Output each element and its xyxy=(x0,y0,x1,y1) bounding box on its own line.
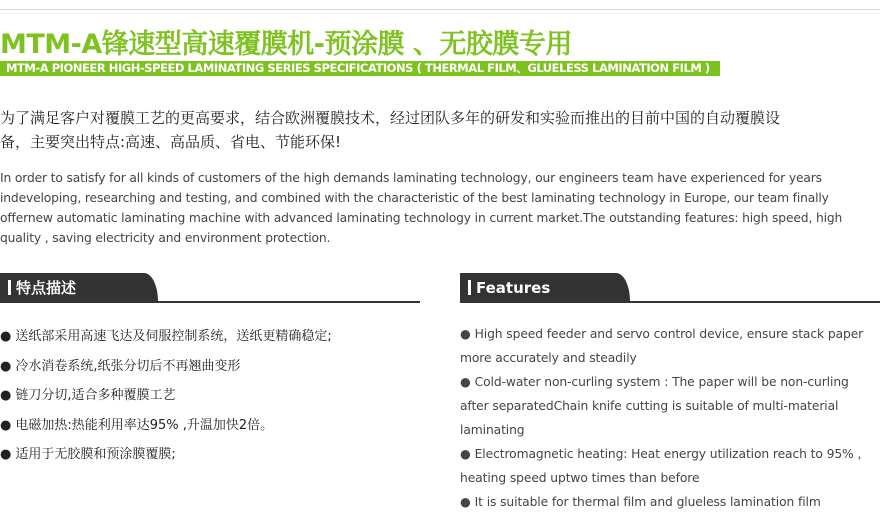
list-item: ● Cold-water non-curling system : The paper will be non-curling after separatedChain knife cutting is suitable of multi-material laminating xyxy=(460,370,880,442)
bullet-icon: ● xyxy=(460,375,471,389)
bullet-icon: ● xyxy=(0,417,12,433)
list-item: ● 适用于无胶膜和预涂膜覆膜; xyxy=(0,440,440,470)
subtitle-bar xyxy=(0,61,720,76)
bullet-icon: ● xyxy=(0,447,12,462)
feature-list-en xyxy=(460,322,880,514)
list-item: ● High speed feeder and servo control device, ensure stack paper more accurately and steadily xyxy=(460,322,880,370)
list-item: ● It is suitable for thermal film and glueless lamination film xyxy=(460,490,880,514)
bullet-icon: ● xyxy=(0,358,12,374)
tab-marker-icon xyxy=(468,280,471,295)
intro-paragraph-en: In order to satisfy for all kinds of customers of the high demands laminating technology, our engineers team have experienced for years indeveloping, researching and testing, and combined with the characteristic of the best laminating technology in Europe, our team finally offernew automatic laminating machine with advanced laminating technology in current market.The outstanding features: high speed, high quality , saving electricity and environment protection. xyxy=(0,171,843,245)
section-header-en xyxy=(460,273,880,303)
bullet-icon: ● xyxy=(460,447,471,461)
section-heading-cn: 特点描述 xyxy=(16,279,77,297)
section-tab-en xyxy=(460,273,630,301)
section-heading-en: Features xyxy=(476,279,551,297)
tab-marker-icon xyxy=(8,280,11,295)
list-item: ● 电磁加热:热能利用率达95% ,升温加快2倍。 xyxy=(0,411,440,441)
bullet-icon: ● xyxy=(0,329,12,344)
section-rule xyxy=(0,301,420,303)
intro-paragraph-cn: 为了满足客户对覆膜工艺的更高要求，结合欧洲覆膜技术，经过团队多年的研发和实验而推出的目前中国的自动覆膜设备，主要突出特点:高速、高品质、省电、节能环保! xyxy=(0,109,781,151)
bullet-icon: ● xyxy=(0,388,12,403)
list-item: ● Electromagnetic heating: Heat energy utilization reach to 95% , heating speed uptwo times than before xyxy=(460,442,880,490)
section-header-cn xyxy=(0,273,420,303)
section-tab-cn xyxy=(0,273,158,301)
bullet-icon: ● xyxy=(460,327,471,341)
list-item: ● 送纸部采用高速飞达及伺服控制系统，送纸更精确稳定; xyxy=(0,322,440,352)
bullet-icon: ● xyxy=(460,495,471,509)
top-divider xyxy=(0,9,880,10)
list-item: ● 链刀分切,适合多种覆膜工艺 xyxy=(0,381,440,411)
top-divider-secondary xyxy=(0,13,880,14)
section-rule xyxy=(460,301,880,303)
page-title: MTM-A锋速型高速覆膜机-预涂膜 、无胶膜专用 xyxy=(0,29,572,60)
feature-list-cn xyxy=(0,322,440,470)
list-item: ● 冷水消卷系统,纸张分切后不再翘曲变形 xyxy=(0,352,440,382)
page-subtitle: MTM-A PIONEER HIGH-SPEED LAMINATING SERIES SPECIFICATIONS ( THERMAL FILM、GLUELESS LAMINATION FILM ) xyxy=(6,61,710,75)
